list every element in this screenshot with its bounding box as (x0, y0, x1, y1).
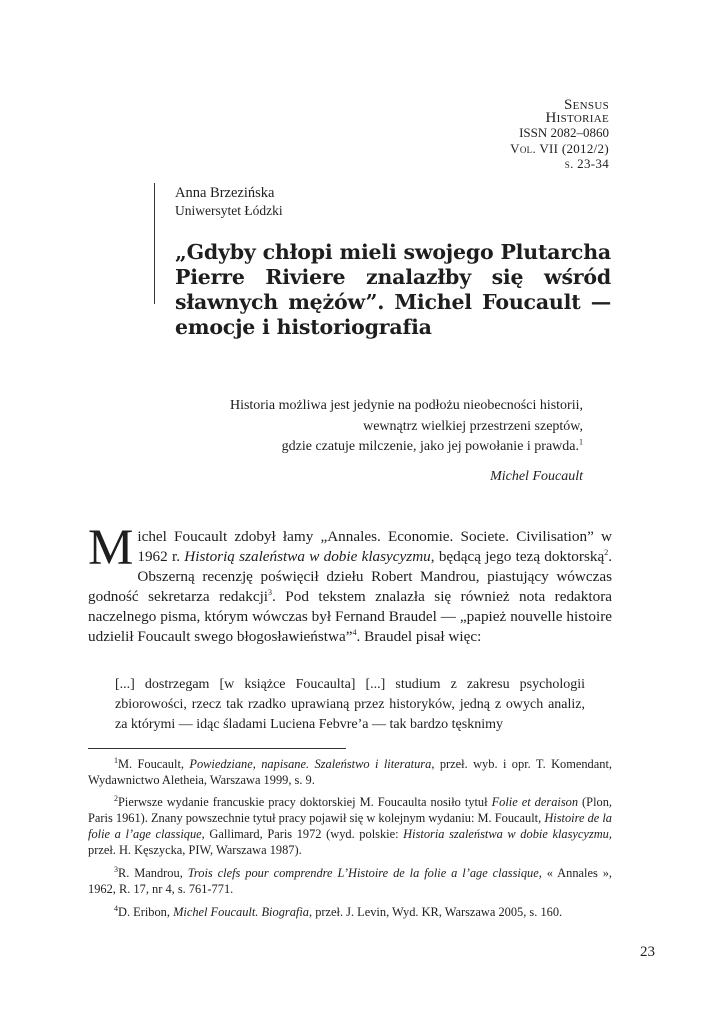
footnote-2-italic-3: Historia szaleństwa w dobie klasycyzmu (403, 827, 609, 841)
footnote-2 (88, 794, 612, 858)
footnote-2-text-b: (Plon, Paris 1961). Znany powszechnie tytuł pracy pojawił się w kolejnym wydaniu: M. Foucault, (88, 795, 612, 825)
journal-pages: s. 23-34 (564, 156, 609, 171)
journal-issn: ISSN 2082–0860 (519, 125, 609, 140)
footnote-1-text-a: M. Foucault, (118, 757, 190, 771)
footnote-1-italic: Powiedziane, napisane. Szaleństwo i literatura (189, 757, 432, 771)
footnote-2-italic-1: Folie et deraison (491, 795, 579, 809)
footnote-2-number: 2 (114, 793, 118, 803)
footnote-4-italic: Michel Foucault. Biografia (173, 905, 309, 919)
author-name: Anna Brzezińska (175, 185, 275, 201)
epigraph-author: Michel Foucault (490, 469, 583, 484)
footnote-3 (88, 865, 612, 897)
body-text-3: . Obszerną recenzję poświęcił dziełu Robert Mandrou, piastujący wówczas godność sekretarza redakcji (88, 548, 612, 605)
epigraph (163, 396, 583, 458)
footnote-ref-4[interactable]: 4 (352, 627, 357, 637)
journal-name-line1: Sensus (564, 97, 609, 113)
footnote-2-text-a: Pierwsze wydanie francuskie pracy doktorskiej M. Foucaulta nosiło tytuł (118, 795, 492, 809)
body-text-5: . Braudel pisał więc: (356, 628, 482, 645)
footnote-4-text-a: D. Eribon, (118, 905, 174, 919)
journal-volume: Vol. VII (2012/2) (510, 140, 609, 156)
footnote-2-italic-2: Histoire de la folie a l’age classique (88, 811, 612, 841)
epigraph-line1: Historia możliwa jest jedynie na podłożu nieobecności historii, (229, 398, 583, 413)
footnote-4 (88, 904, 612, 920)
footnote-1 (88, 756, 612, 788)
footnote-1-number: 1 (114, 755, 118, 765)
body-text-4: . Pod tekstem znalazła się również nota redaktora naczelnego pisma, którym wówczas był Fernand Braudel — „papież nouvelle histoire udzielił Foucault swego błogosławieństwa” (88, 588, 612, 645)
block-quote: [...] dostrzegam [w książce Foucaulta] [...] studium z zakresu psychologii zbiorowości, rzecz tak rzadko uprawianą przez historyków, jedną z owych analiz, za którymi — idąc śladami Luciena Febvre’a — tak bardzo tęsknimy (115, 677, 585, 732)
footnote-3-text-a: R. Mandrou, (118, 866, 188, 880)
body-paragraph (88, 520, 612, 647)
epigraph-line2: wewnątrz wielkiej przestrzeni szeptów, (363, 418, 583, 434)
footnote-ref-2[interactable]: 2 (604, 547, 609, 557)
author-affiliation: Uniwersytet Łódzki (175, 203, 283, 218)
footnote-4-text-b: , przeł. J. Levin, Wyd. KR, Warszawa 2005, s. 160. (309, 905, 563, 919)
body-text-1: ichel Foucault zdobył łamy „Annales. Economie. Societe. Civilisation” w 1962 r. (137, 528, 612, 565)
footnote-1-text-b: , przeł. wyb. i opr. T. Komendant, Wydawnictwo Aletheia, Warszawa 1999, s. 9. (88, 757, 612, 787)
footnote-4-number: 4 (114, 903, 118, 913)
body-italic-title: Historią szaleństwa w dobie klasycyzmu (184, 548, 431, 565)
body-text-2: , będącą jego tezą doktorską (430, 548, 605, 565)
footnote-ref-3[interactable]: 3 (268, 587, 273, 597)
epigraph-footnote-ref[interactable]: 1 (579, 437, 583, 447)
journal-name-line2: Historiae (545, 110, 609, 126)
journal-header (510, 99, 609, 172)
footnote-3-number: 3 (114, 864, 118, 874)
epigraph-line3: gdzie czatuje milczenie, jako jej powołanie i prawda. (281, 439, 579, 454)
footnote-2-text-c: , Gallimard, Paris 1972 (wyd. polskie: (201, 827, 404, 841)
footnote-3-italic: Trois clefs pour comprendre L’Histoire de la folie a l’age classique (187, 866, 539, 880)
page-number: 23 (640, 944, 655, 960)
title-vertical-rule (154, 183, 155, 304)
footnote-3-text-b: , « Annales », 1962, R. 17, nr 4, s. 761-771. (88, 866, 612, 896)
drop-cap: M (88, 520, 134, 576)
article-title: „Gdyby chłopi mieli swojego Plutarcha Pierre Riviere znalazłby się wśród sławnych mężów”. Michel Foucault — emocje i historiografia (175, 240, 611, 339)
footnote-rule (88, 748, 346, 749)
footnote-2-text-d: , przeł. H. Kęszycka, PIW, Warszawa 1987). (88, 827, 612, 857)
